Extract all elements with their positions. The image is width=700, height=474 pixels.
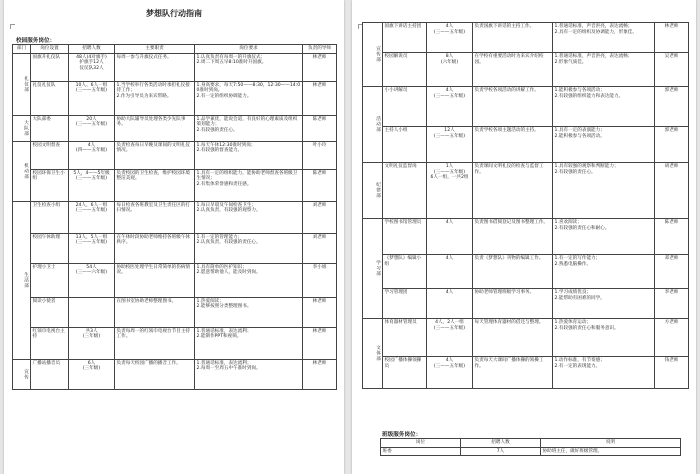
cell-mentor: 方老师	[655, 319, 689, 357]
cell-duty: 负责图书借阅登记及图书整理工作。	[473, 219, 553, 255]
cell-duty: 在学校有重要活动时为来宾介绍校园。	[473, 53, 553, 87]
cell-mentor: 林老师	[303, 359, 337, 389]
table-row	[363, 289, 689, 319]
cell-req: 1.普通话标准，声音洪亮，表达流畅； 2.形象气质佳。	[553, 53, 655, 87]
cell-count: 4人 (三——五年级)	[427, 23, 473, 53]
table-header-row	[13, 45, 337, 54]
table-row	[363, 219, 689, 255]
table-row	[13, 53, 337, 81]
cell-post: 文明礼仪监督岗	[383, 163, 427, 219]
cell-post: 《梦想队》编辑小组	[383, 255, 427, 289]
cell-req: 1.具有一定的组织能力，能协助老师督查各班级卫生情况； 2.有集体荣誉感和责任感。	[195, 169, 303, 201]
cell-mentor: 李小姐	[303, 263, 337, 297]
cell-count: 8人 (六年级)	[427, 53, 473, 87]
cell-post: 阅读小使者	[31, 297, 69, 327]
cell-post: 校园广播体操领操员	[383, 357, 427, 389]
cell-mentor: 叶小玲	[303, 141, 337, 169]
cell-note: 协助班主任，做好班级管理。	[541, 447, 681, 456]
cell-duty: 负责每天大课间广播体操的领操工作。	[473, 357, 553, 389]
cell-req: 1.身高要求，每天7:50——8:30，12:30——14:00准时到岗。 2.有一定的组织协调能力。	[195, 81, 303, 115]
section-label-campus: 校园服务岗位：	[16, 38, 56, 44]
cell-dept: 宣传	[13, 359, 31, 389]
cell-count: 4人，2人一组 (三——五年级)	[427, 319, 473, 357]
cell-count: 7人	[461, 447, 541, 456]
cell-req: 1.每天午休12:30准时到岗； 2.有较强的督查能力。	[195, 141, 303, 169]
table-row	[13, 81, 337, 115]
cell-count: 4人 (四——五年级)	[69, 141, 115, 169]
cell-dept: 宣传部	[363, 23, 383, 87]
cell-count: 6人 (三年级)	[69, 359, 115, 389]
cell-duty: 每周一参与升旗仪式任务。	[115, 53, 195, 81]
cell-duty: 协助老师管理班级学习事务。	[473, 289, 553, 319]
cell-post: 大队部委	[31, 115, 69, 141]
cell-mentor: 陈老师	[655, 219, 689, 255]
table-row	[13, 169, 337, 201]
document-page-left	[4, 0, 344, 474]
cell-post: 礼仪礼仪队	[31, 81, 69, 115]
cell-dept: 学习部	[363, 219, 383, 319]
cell-req: 1.有一定的管理能力； 2.认真负责，有较强的责任心。	[195, 233, 303, 263]
table-row	[363, 319, 689, 357]
cell-req: 1.热爱体育运动； 2.有较强的责任心和服务意识。	[553, 319, 655, 357]
cell-duty: 每天管理体育器材的借还与整理。	[473, 319, 553, 357]
header-dept: 部门	[13, 45, 31, 54]
table-row	[13, 233, 337, 263]
cell-mentor: 邓老师	[655, 255, 689, 289]
cell-duty: 协助校医处理学生日常简单的伤病情况。	[115, 263, 195, 297]
cell-dept: 文体部	[363, 319, 383, 389]
campus-posts-table	[12, 44, 337, 390]
cell-post: 小小讲解员	[383, 87, 427, 127]
cell-dept: 礼仪部	[13, 53, 31, 115]
table-row	[13, 327, 337, 359]
table-row	[363, 357, 689, 389]
document-page-right	[352, 0, 696, 474]
margin-mark	[10, 24, 15, 29]
cell-count: 24人，6人一组 (三——五年级)	[69, 201, 115, 233]
cell-req: 1.喜欢阅读； 2.有较强的责任心和耐心。	[553, 219, 655, 255]
cell-mentor: 吴老师	[655, 53, 689, 87]
cell-mentor: 刘老师	[303, 233, 337, 263]
cell-count: 1人 (三——五年级) 6人一组，一共2组	[427, 163, 473, 219]
table-row	[381, 447, 681, 456]
section-label-class: 班级服务岗位：	[382, 432, 422, 438]
table-row	[13, 141, 337, 169]
cell-post: 班委	[381, 447, 461, 456]
cell-duty: 每日检查各班教室及卫生责任区的打扫情况。	[115, 201, 195, 233]
cell-dept: 大队部	[13, 115, 31, 141]
cell-req: 1.能积极参与各项活动； 2.有较强的组织能力和表达能力。	[553, 87, 655, 127]
cell-count: 4人	[427, 219, 473, 255]
cell-duty: 负责国旗下讲话的主持工作。	[473, 23, 553, 53]
cell-req: 1.热爱阅读； 2.能够按照分类整理图书。	[195, 297, 303, 327]
cell-req: 1.普通话标准，声音洪亮，表达流畅； 2.具有一定的组织及协调能力，形象佳。	[553, 23, 655, 53]
class-posts-table	[380, 438, 681, 456]
cell-dept: 生活部	[13, 201, 31, 359]
cell-count: 4人 (三——五年级)	[427, 87, 473, 127]
cell-mentor: 陈老师	[303, 169, 337, 201]
cell-post: 校园午休助理	[31, 233, 69, 263]
cell-req: 1.每日早晨及午间检查卫生； 2.认真负责，有较强的观察力。	[195, 201, 303, 233]
header-post: 岗位设置	[31, 45, 69, 54]
cell-req: 1.具有简单的医护知识； 2.愿意帮助他人，能及时到岗。	[195, 263, 303, 297]
cell-duty: 负责校园的卫生检查，维护校园环境整洁美观。	[115, 169, 195, 201]
header-duty: 主要职责	[115, 45, 195, 54]
cell-duty: 负责课间文明礼仪的检查与监督工作。	[473, 163, 553, 219]
cell-post: 红领巾电视台主持	[31, 327, 69, 359]
table-row	[363, 255, 689, 289]
cell-duty: 1.当学校举行各类活动时承担礼仪接待工作； 2.作为引导员为来宾带路。	[115, 81, 195, 115]
cell-post: 学习管理团	[383, 289, 427, 319]
cell-mentor: 林老师	[303, 327, 337, 359]
cell-count: 4人	[427, 289, 473, 319]
cell-count: 12人 (三——五年级)	[427, 127, 473, 163]
cell-duty: 负责每天校园广播的播音工作。	[115, 359, 195, 389]
cell-mentor: 郭老师	[655, 127, 689, 163]
header-count: 招聘人数	[69, 45, 115, 54]
table-row	[363, 163, 689, 219]
cell-count: 48人(4对旗手) 护旗手12人 仪仗队32人	[69, 53, 115, 81]
table-row	[13, 359, 337, 389]
cell-post: 校园环保卫生小组	[31, 169, 69, 201]
cell-count: 4人 (三——五年级)	[427, 357, 473, 389]
campus-posts-table-continued	[362, 22, 689, 389]
cell-duty: 协助大队辅导员处理各类少先队事务。	[115, 115, 195, 141]
table-row	[13, 297, 337, 327]
cell-count: 20人 (三——五年级)	[69, 115, 115, 141]
cell-mentor: 林老师	[303, 81, 337, 115]
table-row	[13, 201, 337, 233]
cell-dept: 活动部	[363, 87, 383, 163]
cell-post: 学校图书馆管理员	[383, 219, 427, 255]
cell-post: 护理小卫士	[31, 263, 69, 297]
cell-dept: 机动部	[13, 141, 31, 201]
cell-post: 广播站播音员	[31, 359, 69, 389]
table-row	[13, 263, 337, 297]
cell-duty: 负责每周一的红领巾电视台节目主持工作。	[115, 327, 195, 359]
cell-req: 1.普通话标准，表达流利； 2.能制作PPT和视频。	[195, 327, 303, 359]
cell-mentor: 林老师	[303, 297, 337, 327]
table-row	[363, 53, 689, 87]
cell-mentor: 林老师	[303, 53, 337, 81]
cell-post: 校园文明督查	[31, 141, 69, 169]
header-note: 说明	[541, 439, 681, 448]
cell-req: 1.学习成绩优良； 2.能帮助有困难的同学。	[553, 289, 655, 319]
table-row	[363, 23, 689, 53]
cell-req: 1.认真负责有每周一的升旗仪式； 2.周二下周五早8:10准时升国旗。	[195, 53, 303, 81]
table-row	[363, 87, 689, 127]
cell-count: 54人 (三——六年级)	[69, 263, 115, 297]
cell-post: 国旗下讲话主持团	[383, 23, 427, 53]
document-title: 梦想队行动指南	[146, 9, 202, 18]
cell-post: 体育器材管理员	[383, 319, 427, 357]
table-header-row	[381, 439, 681, 448]
cell-mentor: 李老师	[655, 289, 689, 319]
cell-req: 1.动作标准，有节奏感； 2.有一定的表现能力。	[553, 357, 655, 389]
cell-count: 13人，5人一组 (三——五年级)	[69, 233, 115, 263]
cell-req: 1.有一定的写作能力； 2.熟悉电脑操作。	[553, 255, 655, 289]
cell-duty: 负责检查每日早晚及课间的文明礼仪情况。	[115, 141, 195, 169]
cell-post: 卫生检查小组	[31, 201, 69, 233]
table-row	[13, 115, 337, 141]
cell-req: 1.普通话标准，表达流利； 2.每周一至周五中午准时到岗。	[195, 359, 303, 389]
header-req: 岗位要求	[195, 45, 303, 54]
cell-post: 主持人小组	[383, 127, 427, 163]
cell-dept: 纪律部	[363, 163, 383, 219]
cell-req: 1.具有一定的表演能力； 2.能积极参与各项活动。	[553, 127, 655, 163]
cell-count	[69, 297, 115, 327]
header-post: 岗位	[381, 439, 461, 448]
cell-req: 1.具有较强的观察和判断能力； 2.有较强的责任心。	[553, 163, 655, 219]
cell-mentor: 林老师	[655, 23, 689, 53]
cell-post: 校园解说员	[383, 53, 427, 87]
cell-duty: 在图书室协助老师整理图书。	[115, 297, 195, 327]
cell-req: 1.品学兼优，能说会道，有良好的心理素质及组织策划能力； 2.有较强的责任心。	[195, 115, 303, 141]
cell-post: 国旗升礼仪队	[31, 53, 69, 81]
cell-mentor: 郭老师	[655, 87, 689, 127]
cell-mentor: 刘老师	[303, 201, 337, 233]
header-mentor: 负责的导师	[303, 45, 337, 54]
cell-count: 共3人 (三年级)	[69, 327, 115, 359]
cell-mentor: 陈老师	[303, 115, 337, 141]
table-row	[363, 127, 689, 163]
cell-count: 10人、6人一组 (三——五年级)	[69, 81, 115, 115]
cell-count: 5人，4——5年级 (三——五年级)	[69, 169, 115, 201]
cell-duty: 负责学校各项活动的讲解工作。	[473, 87, 553, 127]
cell-duty: 负责《梦想队》刊物的编辑工作。	[473, 255, 553, 289]
cell-duty: 负责学校各项主题活动的主持。	[473, 127, 553, 163]
header-count: 招聘人数	[461, 439, 541, 448]
cell-count: 4人	[427, 255, 473, 289]
cell-duty: 在午休时段协助老师维持各班级午休秩序。	[115, 233, 195, 263]
cell-mentor: 钱老师	[655, 357, 689, 389]
cell-mentor: 胡老师	[655, 163, 689, 219]
